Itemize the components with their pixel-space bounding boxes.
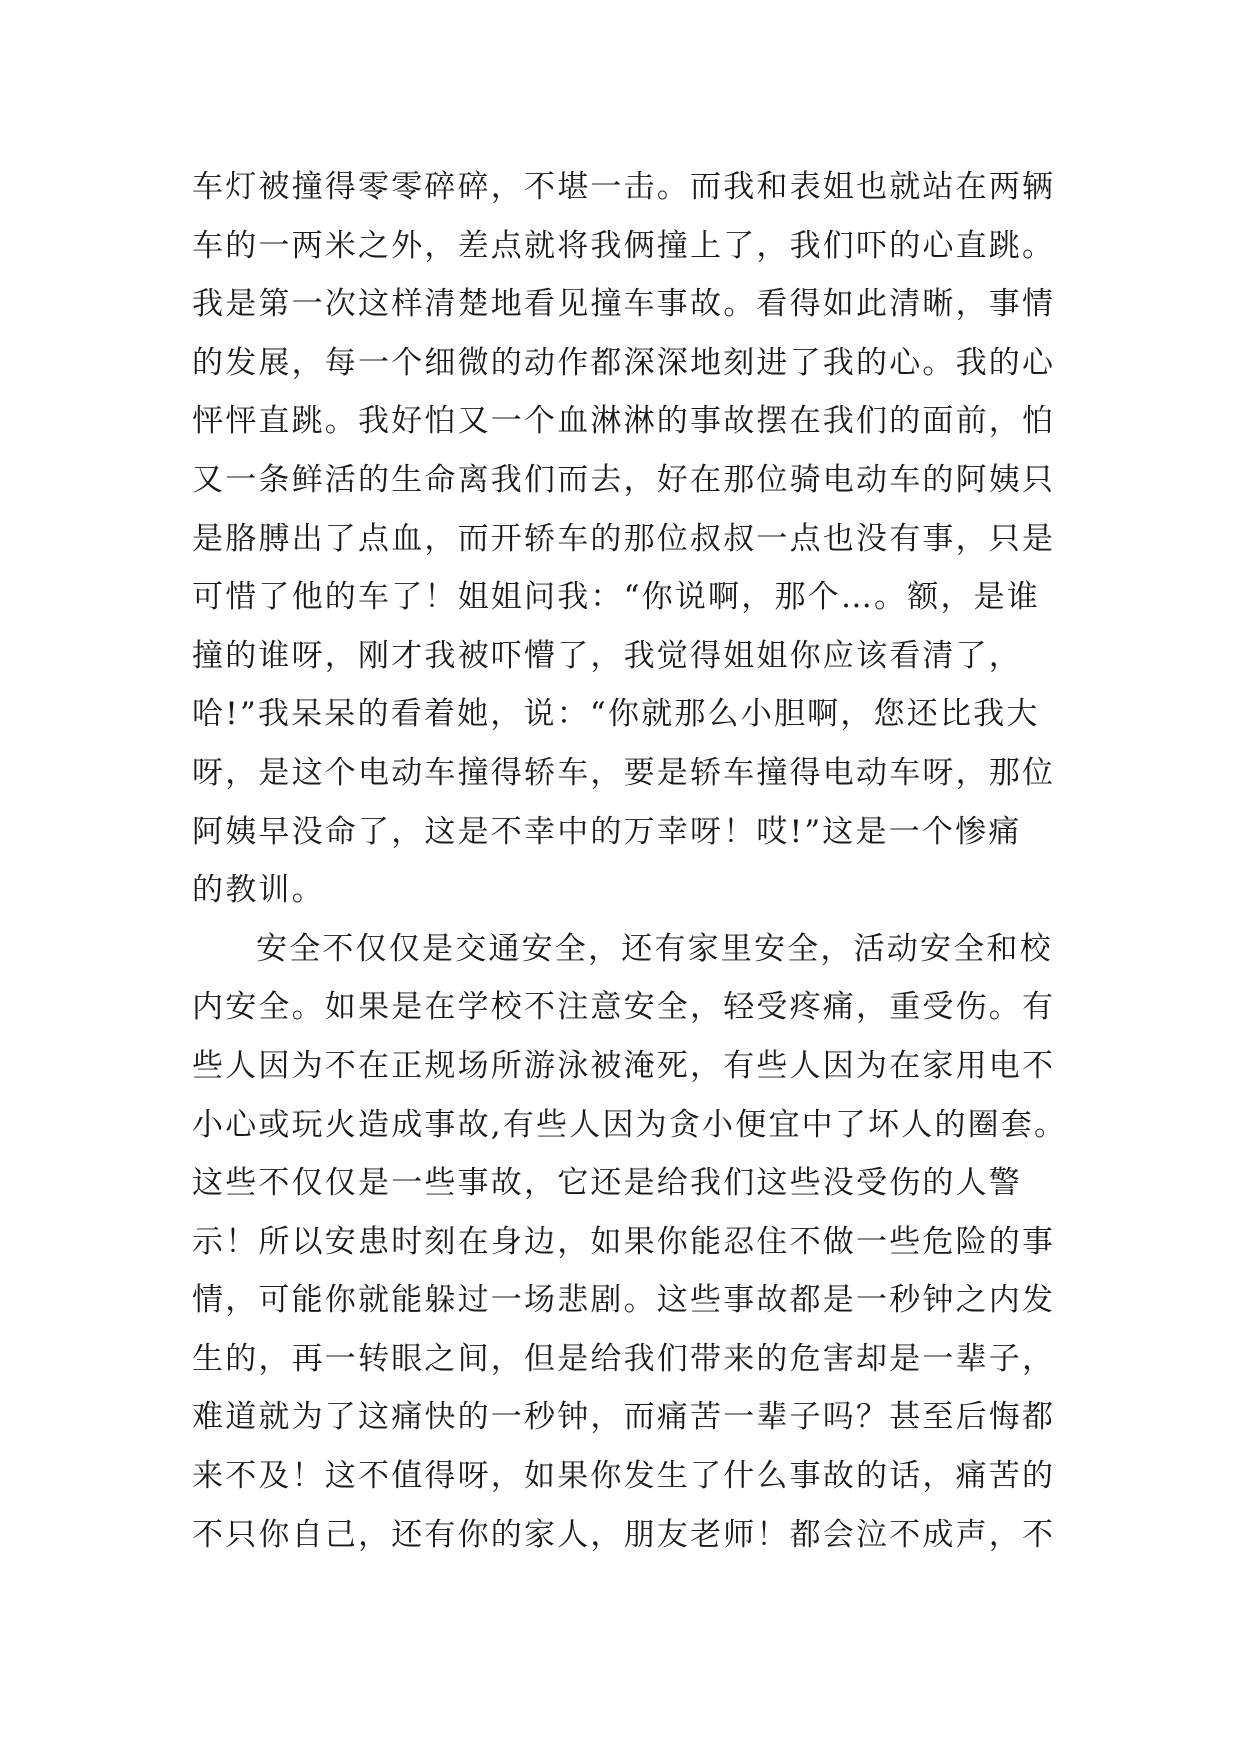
text-line: 些人因为不在正规场所游泳被淹死，有些人因为在家用电不 xyxy=(192,1047,1056,1084)
text-line: 哈!”我呆呆的看着她，说：“你就那么小胆啊，您还比我大 xyxy=(192,696,1040,733)
text-line: 是胳膊出了点血，而开轿车的那位叔叔一点也没有事，只是 xyxy=(192,520,1056,557)
text-line: 阿姨早没命了，这是不幸中的万幸呀！哎!”这是一个惨痛 xyxy=(192,813,1022,850)
text-line: 生的，再一转眼之间，但是给我们带来的危害却是一辈子， xyxy=(192,1340,1056,1377)
text-line: 不只你自己，还有你的家人，朋友老师！都会泣不成声，不 xyxy=(192,1516,1056,1553)
text-line: 呀，是这个电动车撞得轿车，要是轿车撞得电动车呀，那位 xyxy=(192,754,1056,791)
text-line: 的发展，每一个细微的动作都深深地刻进了我的心。我的心 xyxy=(192,344,1056,381)
text-line: 撞的谁呀，刚才我被吓懵了，我觉得姐姐你应该看清了， xyxy=(192,637,1022,674)
text-line: 车的一两米之外，差点就将我俩撞上了，我们吓的心直跳。 xyxy=(192,227,1056,264)
text-line: 车灯被撞得零零碎碎，不堪一击。而我和表姐也就站在两辆 xyxy=(192,169,1056,205)
paragraph-start-line: 安全不仅仅是交通安全，还有家里安全，活动安全和校 xyxy=(256,930,1053,967)
text-line: 的教训。 xyxy=(192,872,325,909)
text-line: 内安全。如果是在学校不注意安全，轻受疼痛，重受伤。有 xyxy=(192,989,1056,1026)
text-line: 这些不仅仅是一些事故，它还是给我们这些没受伤的人警 xyxy=(192,1165,1022,1202)
text-line: 来不及！这不值得呀，如果你发生了什么事故的话，痛苦的 xyxy=(192,1458,1056,1495)
text-line: 示！所以安患时刻在身边，如果你能忍住不做一些危险的事 xyxy=(192,1223,1056,1260)
text-line: 小心或玩火造成事故,有些人因为贪小便宜中了坏人的圈套。 xyxy=(192,1106,1068,1143)
body-text xyxy=(192,158,1072,1564)
text-line: 我是第一次这样清楚地看见撞车事故。看得如此清晰，事情 xyxy=(192,286,1056,323)
text-line: 情，可能你就能躲过一场悲剧。这些事故都是一秒钟之内发 xyxy=(192,1282,1056,1319)
text-line: 又一条鲜活的生命离我们而去，好在那位骑电动车的阿姨只 xyxy=(192,461,1056,498)
text-line: 可惜了他的车了！姐姐问我：“你说啊，那个…。额，是谁 xyxy=(192,579,1041,616)
text-line: 难道就为了这痛快的一秒钟，而痛苦一辈子吗？甚至后悔都 xyxy=(192,1399,1056,1436)
text-line: 怦怦直跳。我好怕又一个血淋淋的事故摆在我们的面前，怕 xyxy=(192,403,1056,440)
